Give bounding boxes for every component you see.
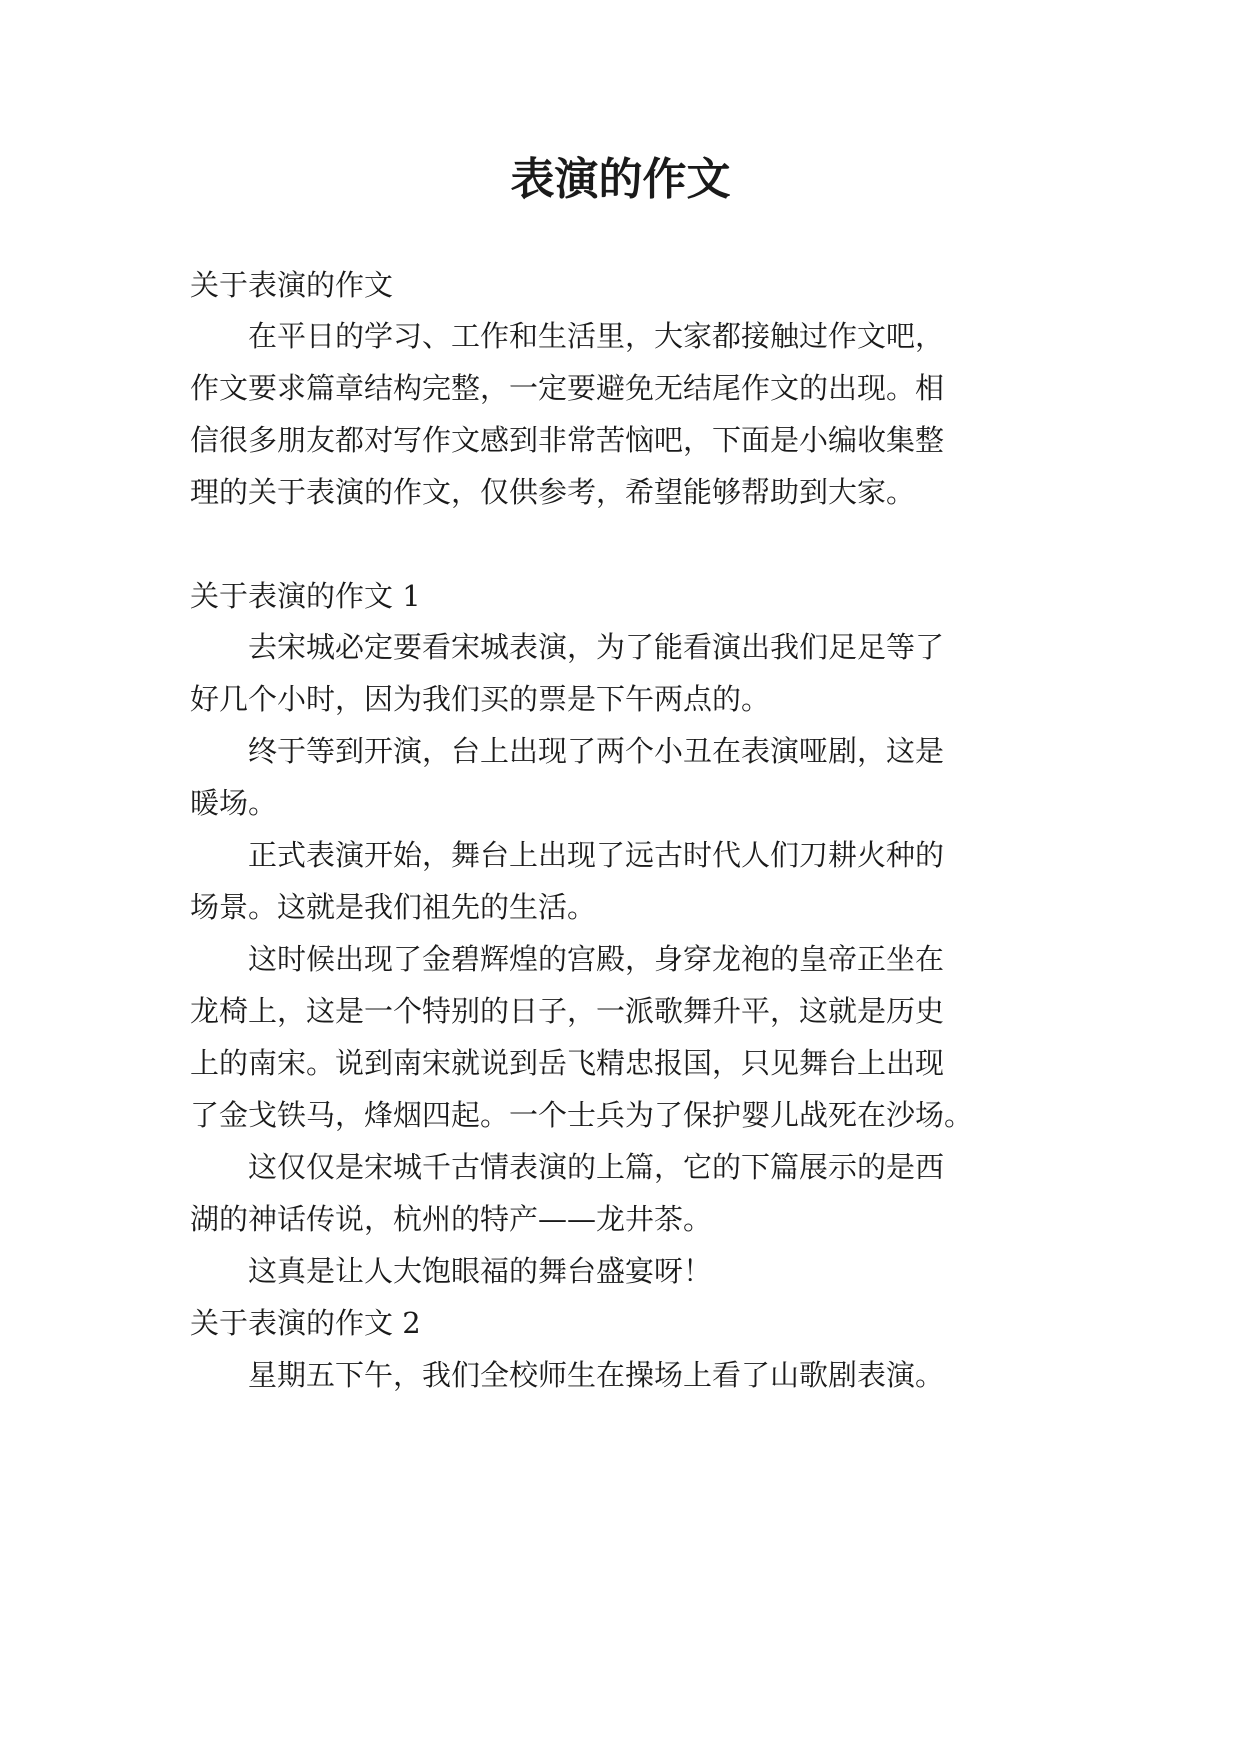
subtitle: 关于表演的作文 xyxy=(190,268,394,302)
intro-line: 理的关于表演的作文，仅供参考，希望能够帮助到大家。 xyxy=(190,475,916,509)
essay1-line: 这仅仅是宋城千古情表演的上篇，它的下篇展示的是西 xyxy=(190,1150,945,1184)
essay1-line: 了金戈铁马，烽烟四起。一个士兵为了保护婴儿战死在沙场。 xyxy=(190,1098,974,1132)
document-title: 表演的作文 xyxy=(510,154,731,205)
essay1-line: 终于等到开演，台上出现了两个小丑在表演哑剧，这是 xyxy=(190,734,945,768)
intro-line: 在平日的学习、工作和生活里，大家都接触过作文吧， xyxy=(190,319,945,353)
essay1-line: 去宋城必定要看宋城表演，为了能看演出我们足足等了 xyxy=(190,630,945,664)
essay1-heading: 关于表演的作文 1 xyxy=(190,579,421,613)
intro-line: 信很多朋友都对写作文感到非常苦恼吧，下面是小编收集整 xyxy=(190,423,945,457)
essay2-heading: 关于表演的作文 2 xyxy=(190,1306,421,1340)
essay1-line: 这时候出现了金碧辉煌的宫殿，身穿龙袍的皇帝正坐在 xyxy=(190,942,945,976)
essay1-line: 暖场。 xyxy=(190,786,278,820)
essay1-line: 龙椅上，这是一个特别的日子，一派歌舞升平，这就是历史 xyxy=(190,994,945,1028)
essay2-line: 星期五下午，我们全校师生在操场上看了山歌剧表演。 xyxy=(190,1358,945,1392)
essay1-line: 这真是让人大饱眼福的舞台盛宴呀！ xyxy=(190,1254,713,1288)
essay1-line: 场景。这就是我们祖先的生活。 xyxy=(190,890,597,924)
essay1-line: 好几个小时，因为我们买的票是下午两点的。 xyxy=(190,682,771,716)
intro-line: 作文要求篇章结构完整，一定要避免无结尾作文的出现。相 xyxy=(190,371,945,405)
essay1-line: 上的南宋。说到南宋就说到岳飞精忠报国，只见舞台上出现 xyxy=(190,1046,945,1080)
essay1-line: 湖的神话传说，杭州的特产——龙井茶。 xyxy=(190,1202,713,1236)
essay1-line: 正式表演开始，舞台上出现了远古时代人们刀耕火种的 xyxy=(190,838,945,872)
